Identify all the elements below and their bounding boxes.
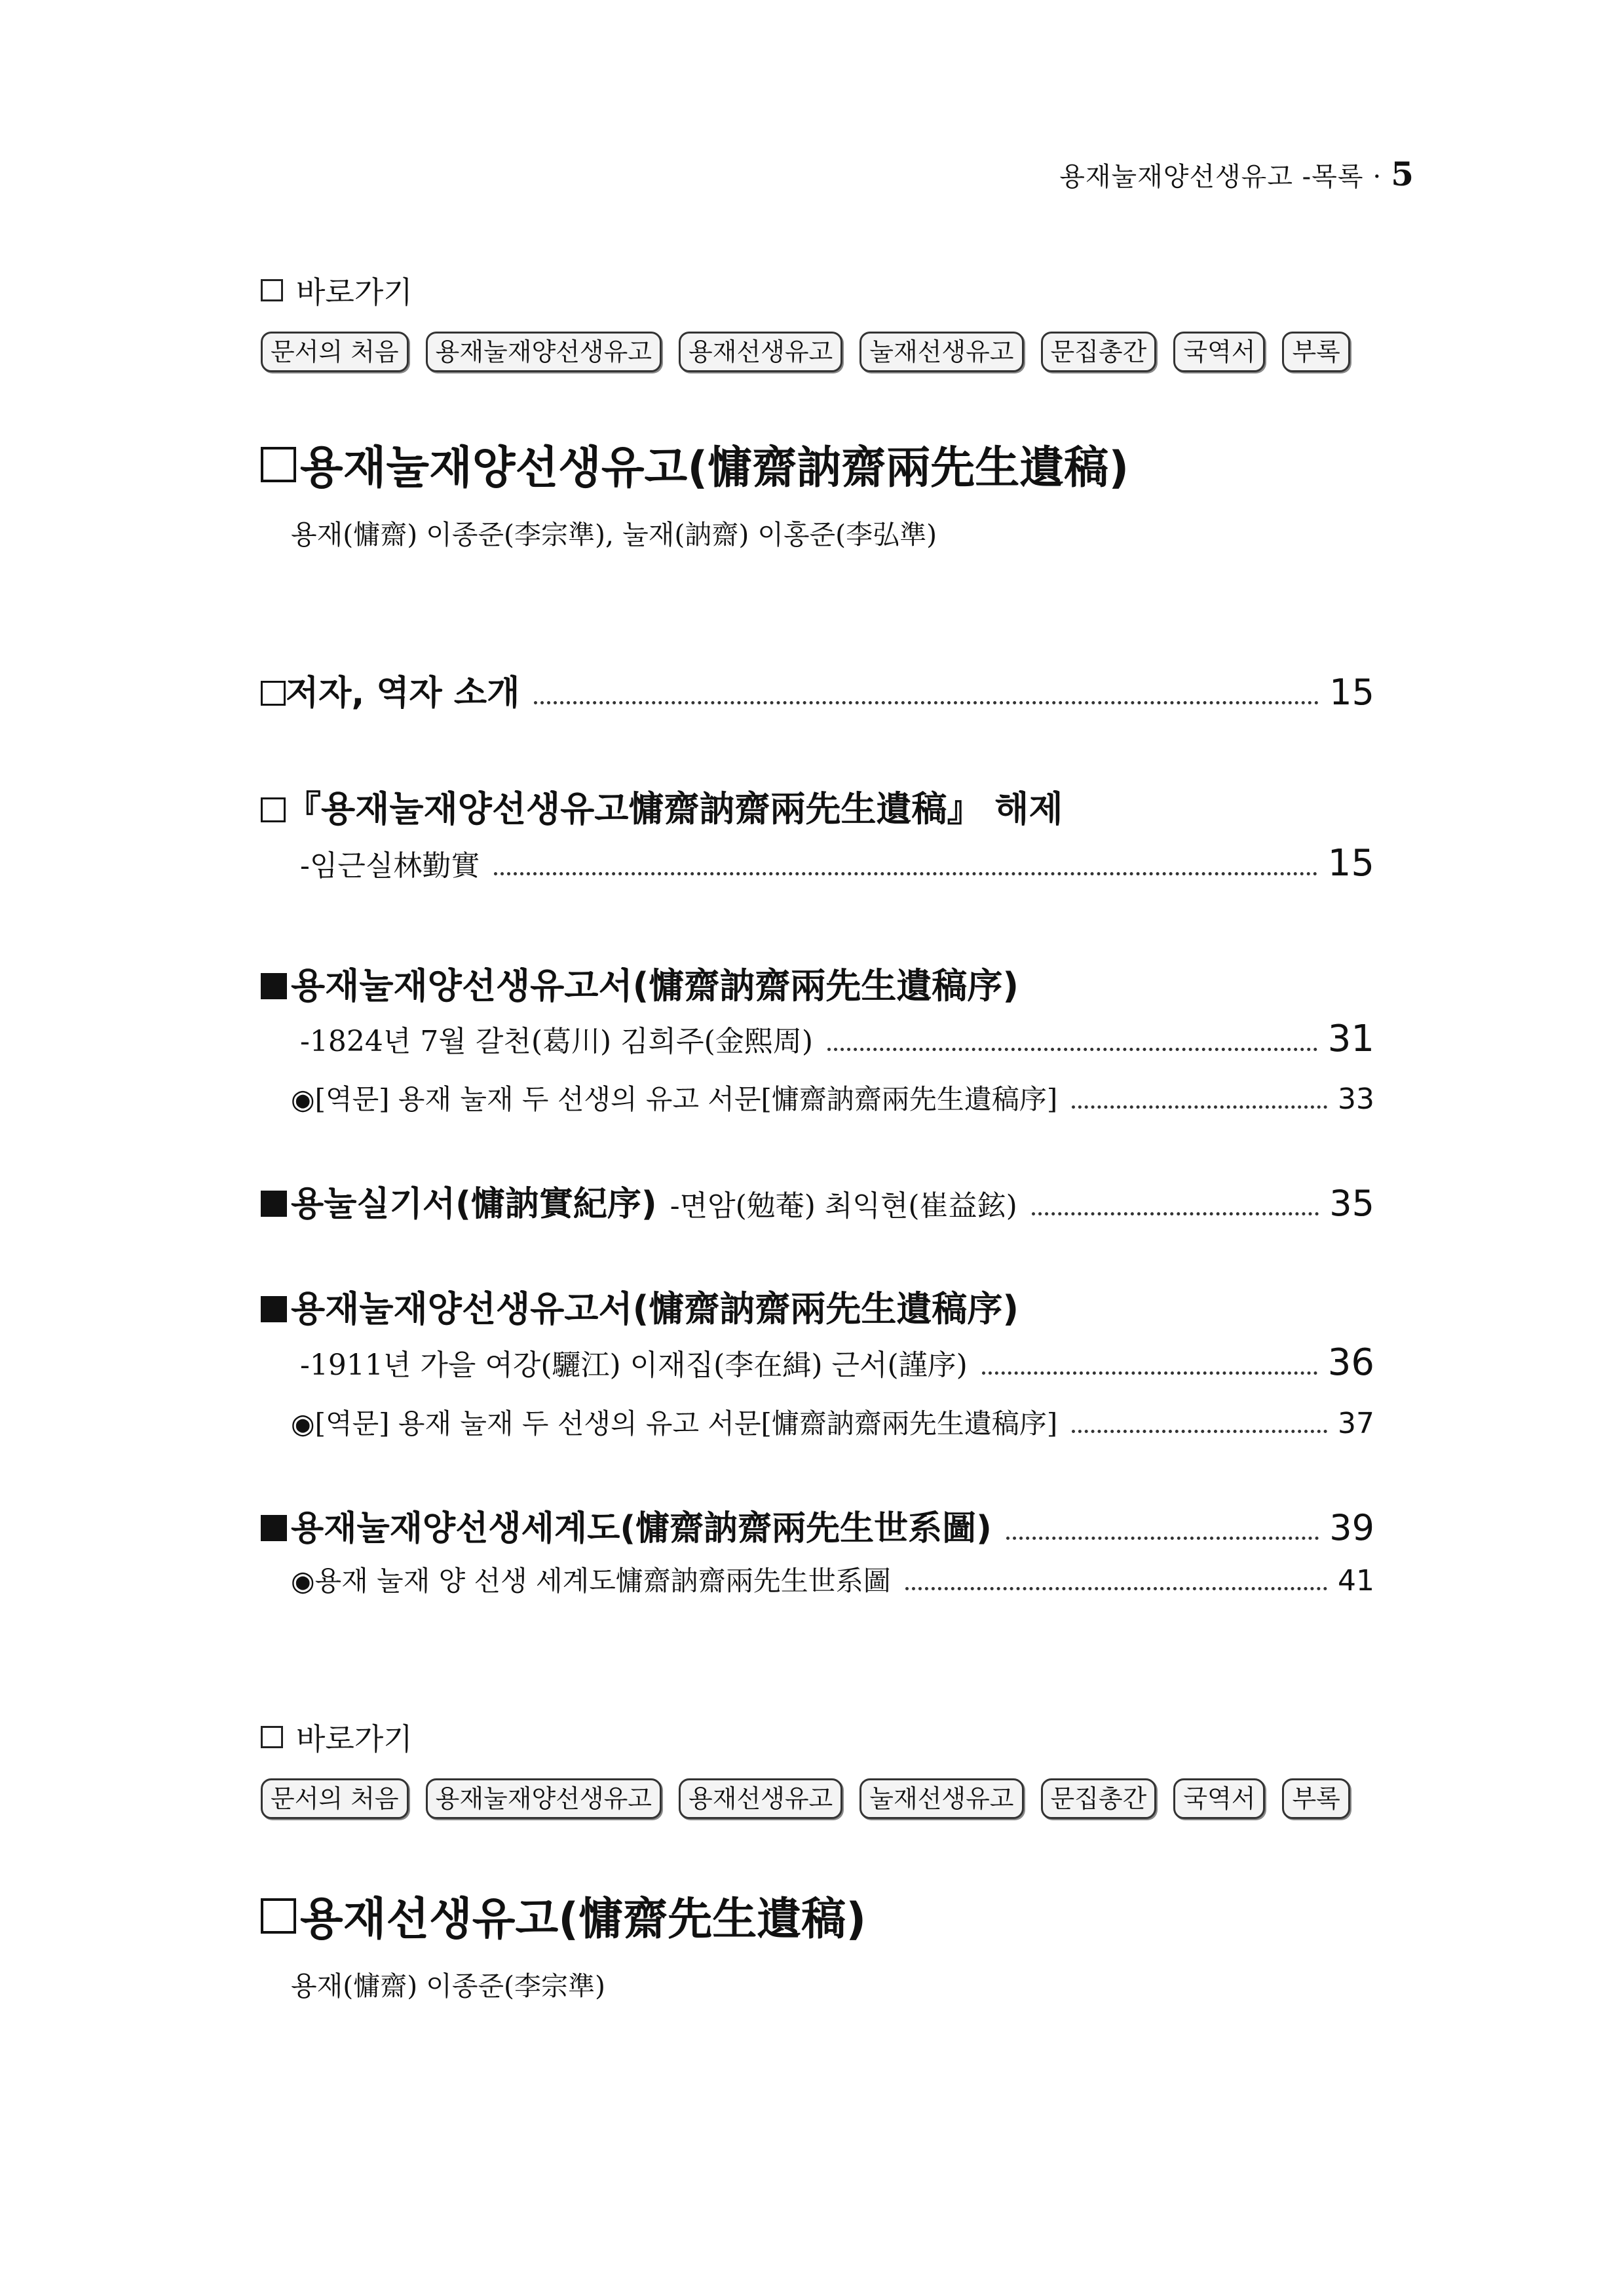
work-authors: 용재(慵齋) 이종준(李宗準) <box>291 1970 606 2002</box>
dot-leader <box>1006 1537 1319 1540</box>
toc-entry-preface-1-translation[interactable] <box>261 1078 1374 1117</box>
nav-button-doc-start[interactable]: 문서의 처음 <box>261 332 409 372</box>
nav-title <box>261 269 1374 312</box>
work-title <box>261 1884 1374 1947</box>
toc-page: 39 <box>1329 1507 1374 1548</box>
toc-label: ◉[역문] 용재 눌재 두 선생의 유고 서문[慵齋訥齋兩先生遺稿序] <box>291 1083 1058 1115</box>
nav-block-bottom <box>261 1715 1374 1819</box>
nav-button-translation[interactable]: 국역서 <box>1173 332 1265 372</box>
nav-button-translation[interactable]: 국역서 <box>1173 1778 1265 1819</box>
nav-title-label: 바로가기 <box>296 1721 413 1757</box>
nav-button-appendix[interactable]: 부록 <box>1282 332 1350 372</box>
dot-leader <box>1032 1212 1319 1215</box>
dot-leader <box>494 872 1317 875</box>
toc-label: ◉용재 눌재 양 선생 세계도慵齋訥齋兩先生世系圖 <box>291 1565 891 1597</box>
dot-leader <box>905 1587 1327 1590</box>
filled-square-icon <box>261 1191 287 1217</box>
toc-entry-intro[interactable] <box>261 665 1374 714</box>
nav-title <box>261 1715 1374 1759</box>
checkbox-square-icon <box>261 1726 283 1748</box>
square-icon <box>261 797 286 822</box>
toc-label: -1824년 7월 갈천(葛川) 김희주(金熙周) <box>300 1025 813 1058</box>
nav-button-munjip[interactable]: 문집총간 <box>1041 1778 1157 1819</box>
toc-heading-haeje: 『용재눌재양선생유고慵齋訥齋兩先生遺稿』 해제 <box>261 781 1063 832</box>
nav-buttons <box>261 1778 1374 1819</box>
filled-square-icon <box>261 973 287 999</box>
section-1 <box>261 432 1374 552</box>
nav-button-appendix[interactable]: 부록 <box>1282 1778 1350 1819</box>
toc-heading-preface-2: 용재눌재양선생유고서(慵齋訥齋兩先生遺稿序) <box>261 1281 1019 1331</box>
toc-entry-genealogy[interactable] <box>261 1501 1374 1550</box>
toc-page: 36 <box>1327 1341 1374 1384</box>
toc-entry-silgi[interactable] <box>261 1176 1374 1225</box>
toc-label: -임근실林勤實 <box>300 849 480 883</box>
toc-author: -면암(勉菴) 최익현(崔益鉉) <box>670 1189 1017 1223</box>
square-icon <box>261 1898 296 1934</box>
toc-entry-preface-1[interactable] <box>261 1018 1374 1060</box>
toc-label: -1911년 가을 여강(驪江) 이재집(李在緝) 근서(謹序) <box>300 1349 968 1382</box>
toc-page: 15 <box>1327 842 1374 885</box>
work-title-text: 용재눌재양선생유고(慵齋訥齋兩先生遺稿) <box>300 442 1129 494</box>
toc-heading-preface-1: 용재눌재양선생유고서(慵齋訥齋兩先生遺稿序) <box>261 958 1019 1008</box>
nav-button-yongjae[interactable]: 용재선생유고 <box>679 332 842 372</box>
running-head-separator: · <box>1372 162 1382 192</box>
nav-button-yongjae-nuljae[interactable]: 용재눌재양선생유고 <box>426 1778 662 1819</box>
nav-block-top <box>261 269 1374 372</box>
square-icon <box>261 447 296 482</box>
toc-label: ◉[역문] 용재 눌재 두 선생의 유고 서문[慵齋訥齋兩先生遺稿序] <box>291 1407 1058 1440</box>
nav-button-doc-start[interactable]: 문서의 처음 <box>261 1778 409 1819</box>
dot-leader <box>534 701 1319 704</box>
dot-leader <box>1072 1105 1327 1109</box>
filled-square-icon <box>261 1515 287 1541</box>
toc-page: 33 <box>1338 1082 1374 1116</box>
page-number: 5 <box>1391 155 1414 193</box>
work-title-text: 용재선생유고(慵齋先生遺稿) <box>300 1894 867 1945</box>
filled-square-icon <box>261 1296 287 1322</box>
nav-button-yongjae[interactable]: 용재선생유고 <box>679 1778 842 1819</box>
toc-label: 용눌실기서(慵訥實紀序) <box>291 1185 657 1224</box>
square-icon <box>261 681 286 706</box>
dot-leader <box>1072 1430 1327 1433</box>
checkbox-square-icon <box>261 279 283 301</box>
dot-leader <box>827 1048 1317 1051</box>
toc-label: 용재눌재양선생세계도(慵齋訥齋兩先生世系圖) <box>291 1509 992 1548</box>
toc-entry-haeje[interactable] <box>261 842 1374 885</box>
running-head-title: 용재눌재양선생유고 -목록 <box>1059 162 1364 192</box>
toc-entry-genealogy-chart[interactable] <box>261 1559 1374 1599</box>
work-title <box>261 432 1374 496</box>
nav-button-yongjae-nuljae[interactable]: 용재눌재양선생유고 <box>426 332 662 372</box>
toc-page: 37 <box>1338 1407 1374 1440</box>
running-head <box>1059 155 1414 193</box>
toc-page: 31 <box>1327 1018 1374 1060</box>
work-authors: 용재(慵齋) 이종준(李宗準), 눌재(訥齋) 이홍준(李弘準) <box>291 519 937 550</box>
nav-title-label: 바로가기 <box>296 275 413 310</box>
toc-entry-preface-2-translation[interactable] <box>261 1402 1374 1442</box>
nav-button-nuljae[interactable]: 눌재선생유고 <box>859 1778 1023 1819</box>
toc-entry-preface-2[interactable] <box>261 1341 1374 1384</box>
nav-button-nuljae[interactable]: 눌재선생유고 <box>859 332 1023 372</box>
toc-page: 41 <box>1338 1564 1374 1598</box>
section-2 <box>261 1884 1374 2003</box>
toc-page: 35 <box>1329 1183 1374 1224</box>
toc-page: 15 <box>1329 672 1374 713</box>
toc-label: 저자, 역자 소개 <box>286 674 520 713</box>
nav-button-munjip[interactable]: 문집총간 <box>1041 332 1157 372</box>
dot-leader <box>982 1371 1317 1375</box>
nav-buttons <box>261 332 1374 372</box>
